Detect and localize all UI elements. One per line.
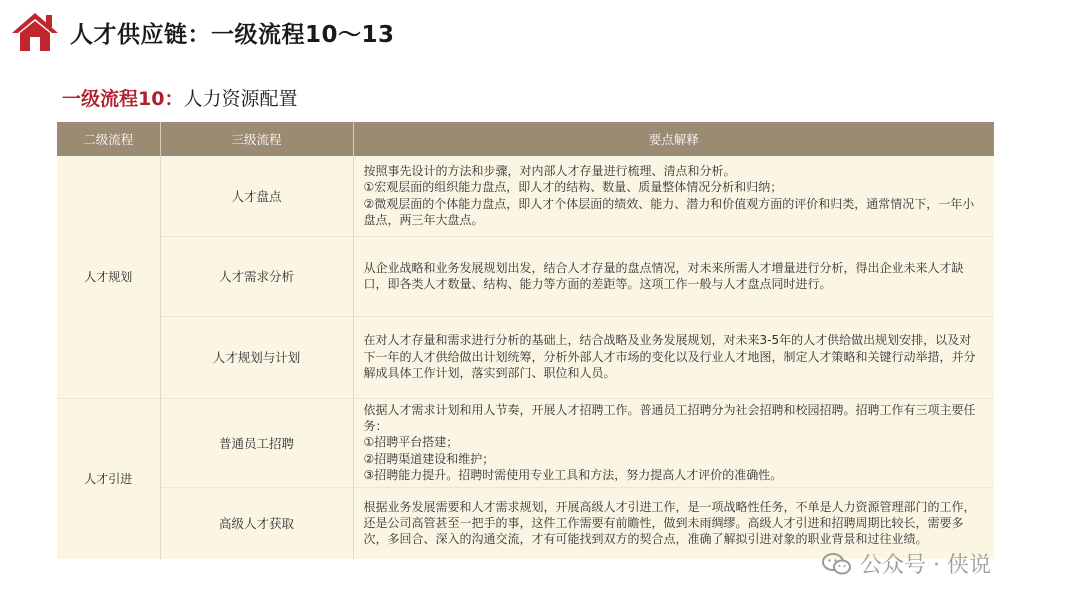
- level3-cell: 高级人才获取: [160, 487, 353, 559]
- section-name: 人力资源配置: [183, 88, 298, 110]
- table-row: [57, 156, 994, 236]
- explanation-line: ②微观层面的个体能力盘点，即人才个体层面的绩效、能力、潜力和价值观方面的评价和归类，通常情况下，一年小盘点，两三年大盘点。: [363, 196, 975, 228]
- explanation-line: 在对人才存量和需求进行分析的基础上，结合战略及业务发展规划，对未来3-5年的人才供给做出规划安排，以及对下一年的人才供给做出计划统筹，分析外部人才市场的变化以及行业人才地图，制定人才策略和关键行动举措，并分解成具体工作计划，落实到部门、职位和人员。: [363, 333, 976, 381]
- explanation-line: ①招聘平台搭建；: [363, 435, 459, 450]
- explanation-line: 从企业战略和业务发展规划出发，结合人才存量的盘点情况，对未来所需人才增量进行分析，得出企业未来人才缺口，即各类人才数量、结构、能力等方面的差距等。这项工作一般与人才盘点同时进行。: [363, 260, 964, 291]
- explanation-line: 按照事先设计的方法和步骤，对内部人才存量进行梳理、清点和分析。: [363, 163, 736, 178]
- explanation-line: ①宏观层面的组织能力盘点，即人才的结构、数量、质量整体情况分析和归纳；: [363, 180, 783, 195]
- watermark-text: 公众号 · 侠说: [860, 553, 991, 578]
- explanation-line: ②招聘渠道建设和维护；: [363, 451, 495, 466]
- explanation-line: 依据人才需求计划和用人节奏，开展人才招聘工作。普通员工招聘分为社会招聘和校园招聘。招聘工作有三项主要任务：: [363, 402, 976, 433]
- watermark: [822, 548, 991, 579]
- wechat-icon: [822, 552, 852, 576]
- process-table: [57, 122, 994, 559]
- explanation-cell: [353, 316, 994, 398]
- level3-cell: 普通员工招聘: [160, 398, 353, 487]
- explanation-line: 根据业务发展需要和人才需求规划，开展高级人才引进工作，是一项战略性任务，不单是人力资源管理部门的工作，还是公司高管甚至一把手的事，这件工作需要有前瞻性，做到未雨绸缪。高级人才引进和招聘周期比较长，需要多次，多回合、深入的沟通交流，才有可能找到双方的契合点，准确了解拟引进对象的职业背景和过往业绩。: [363, 499, 976, 547]
- header-explanation: 要点解释: [353, 122, 994, 156]
- title-bar: [10, 10, 395, 54]
- table-header-row: [57, 122, 994, 156]
- house-icon: [10, 11, 60, 53]
- section-code: 一级流程10：: [62, 88, 184, 110]
- table-row: [57, 316, 994, 398]
- level3-cell: 人才需求分析: [160, 236, 353, 316]
- table-row: [57, 236, 994, 316]
- header-level2: 二级流程: [57, 122, 160, 156]
- section-title: [62, 84, 297, 111]
- level3-cell: 人才规划与计划: [160, 316, 353, 398]
- header-level3: 三级流程: [160, 122, 353, 156]
- level2-cell: 人才规划: [57, 156, 160, 398]
- page-title: 人才供应链：一级流程10～13: [70, 21, 395, 48]
- explanation-cell: [353, 236, 994, 316]
- level2-cell: 人才引进: [57, 398, 160, 559]
- explanation-line: ③招聘能力提升。招聘时需使用专业工具和方法，努力提高人才评价的准确性。: [363, 468, 783, 483]
- explanation-cell: [353, 156, 994, 236]
- level3-cell: 人才盘点: [160, 156, 353, 236]
- explanation-cell: [353, 398, 994, 487]
- table-row: [57, 398, 994, 487]
